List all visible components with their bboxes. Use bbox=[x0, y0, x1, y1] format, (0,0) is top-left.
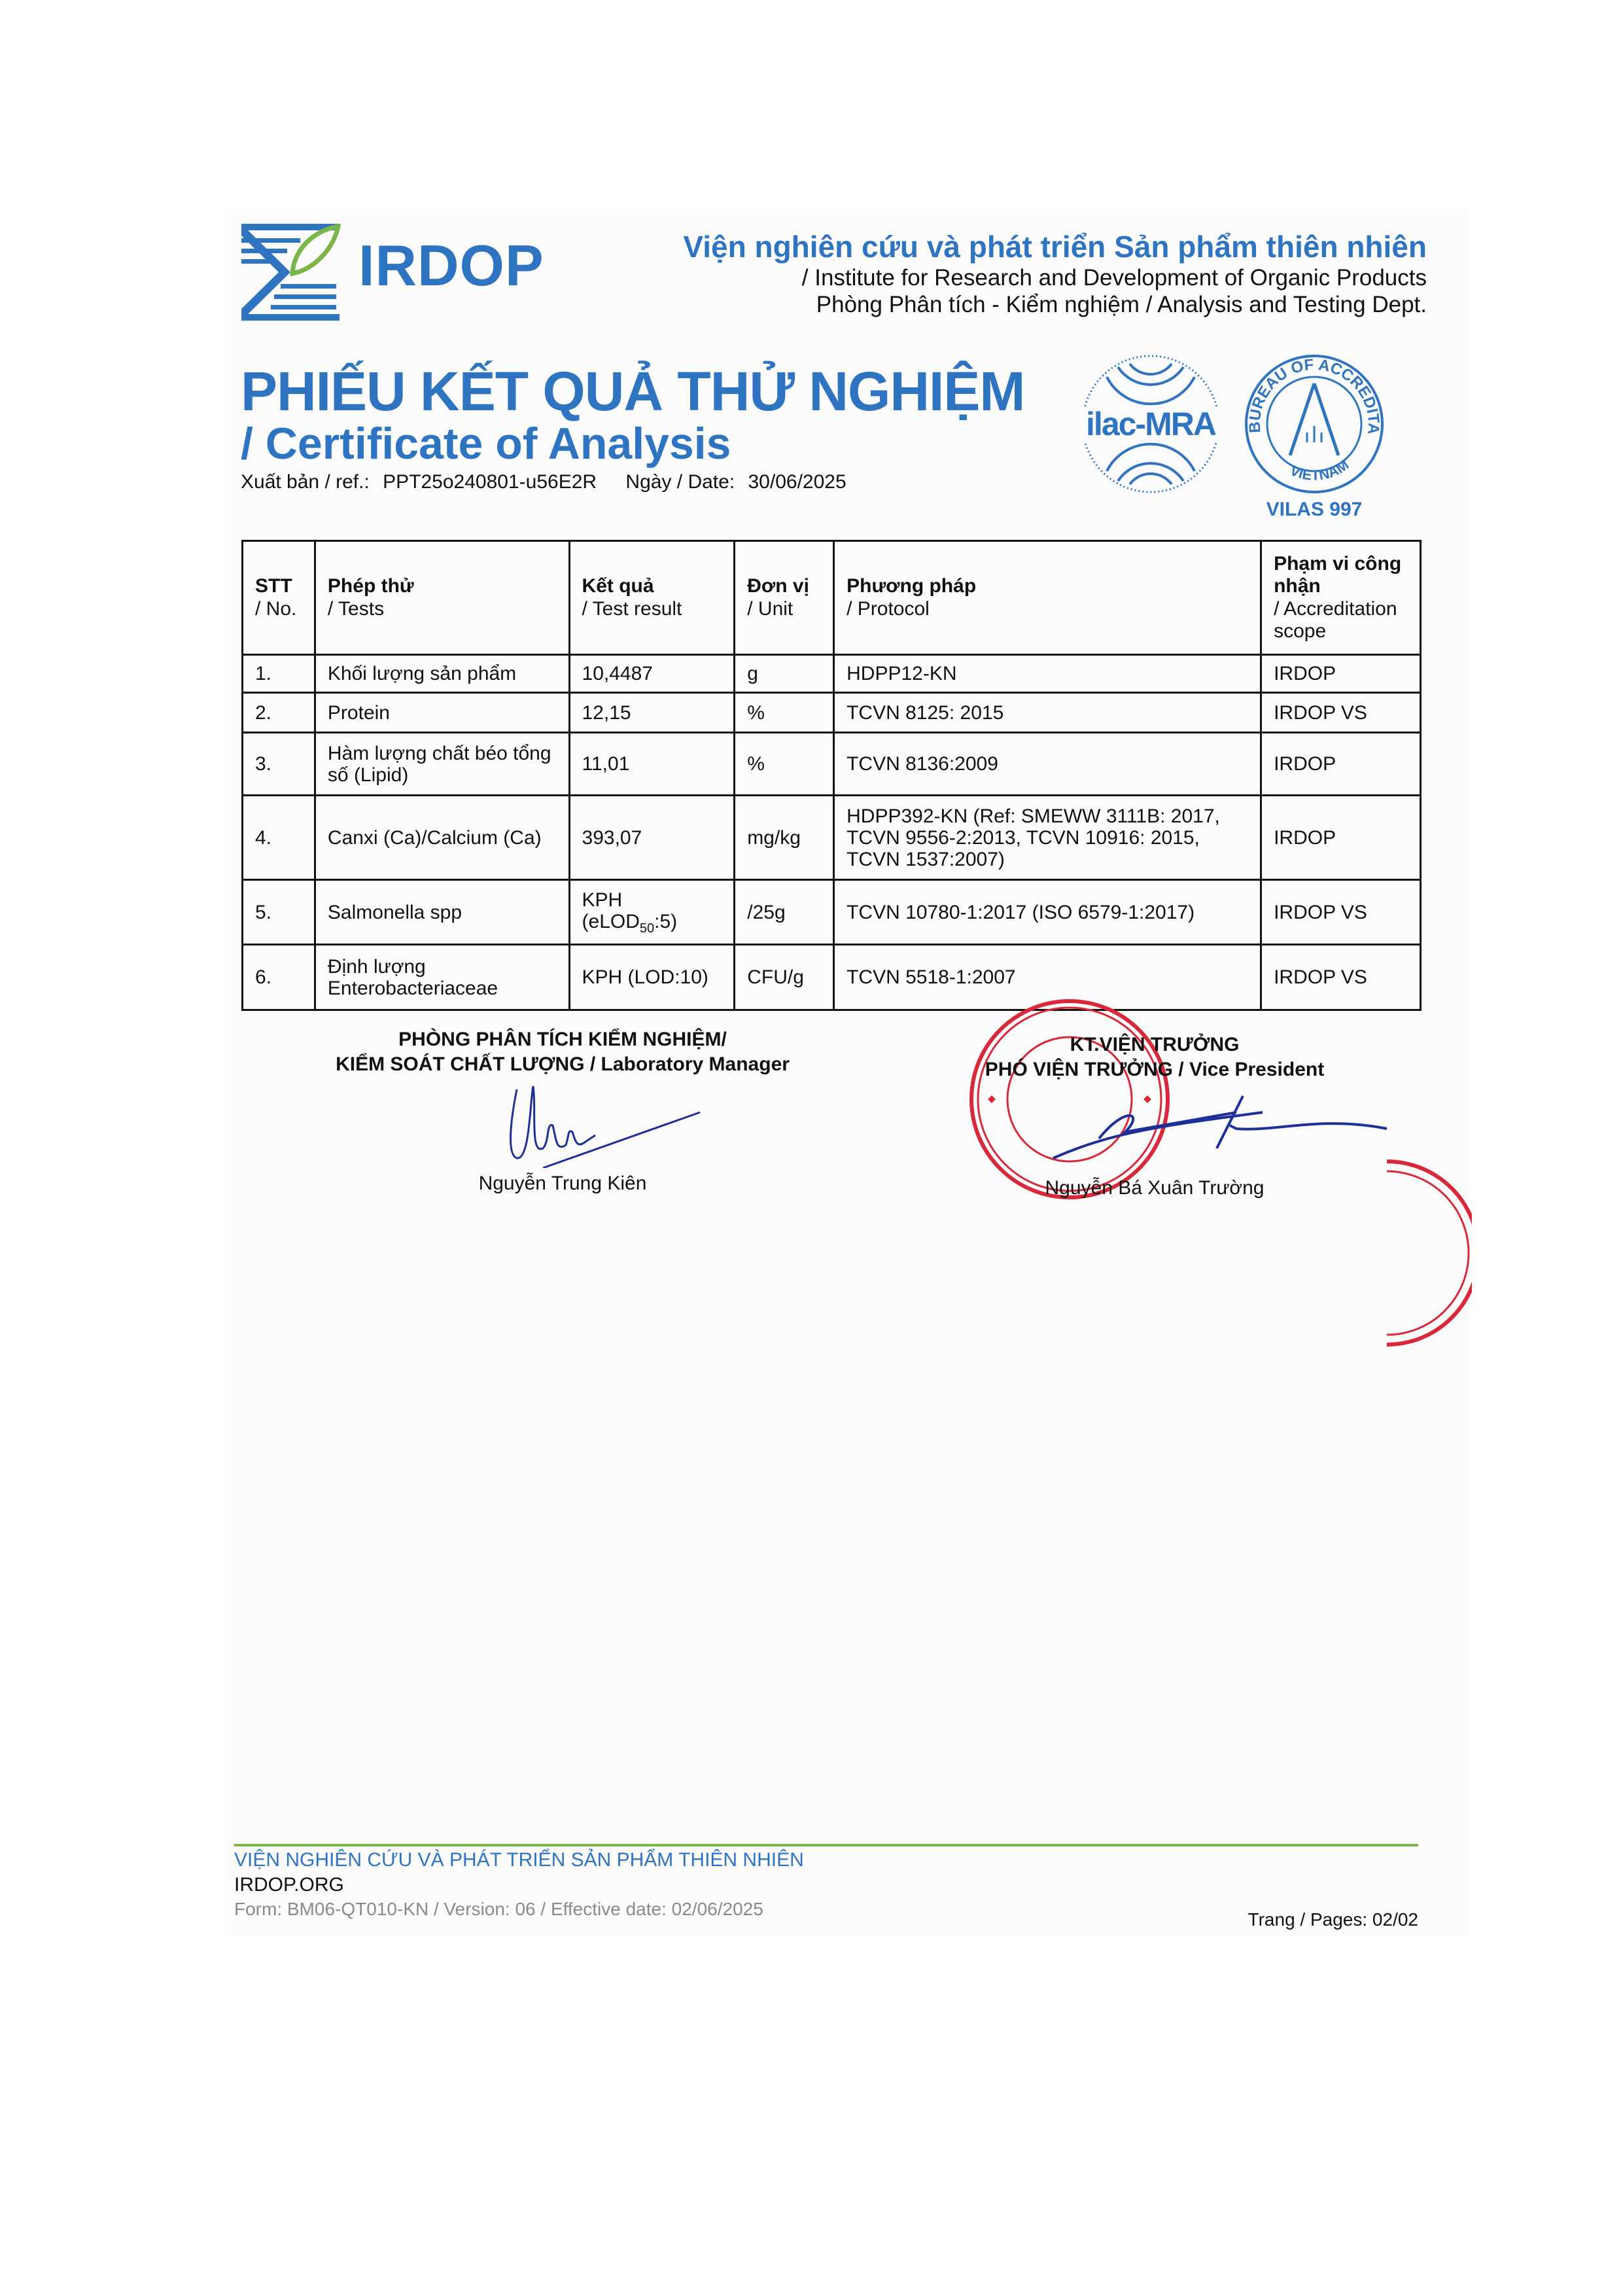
page-subtitle: / Certificate of Analysis bbox=[241, 419, 731, 468]
results-table bbox=[241, 540, 1422, 1011]
cell-result: 393,07 bbox=[569, 796, 735, 880]
cell-protocol: TCVN 8136:2009 bbox=[834, 733, 1261, 796]
date-value: 30/06/2025 bbox=[748, 471, 846, 493]
institute-name-en: / Institute for Research and Development of Organic Products bbox=[801, 265, 1427, 291]
cell-no: 1. bbox=[243, 655, 315, 693]
cell-test: Hàm lượng chất béo tổng số (Lipid) bbox=[315, 733, 569, 796]
header-result: Kết quả / Test result bbox=[569, 541, 735, 655]
header-scope: Phạm vi công nhận / Accreditation scope bbox=[1261, 541, 1421, 655]
cell-scope: IRDOP bbox=[1261, 655, 1421, 693]
cell-scope: IRDOP bbox=[1261, 796, 1421, 880]
cell-test: Khối lượng sản phẩm bbox=[315, 655, 569, 693]
irdop-logo-icon bbox=[241, 224, 341, 321]
cell-scope: IRDOP bbox=[1261, 733, 1421, 796]
vice-president-name: Nguyễn Bá Xuân Trường bbox=[1045, 1177, 1265, 1199]
cell-scope: IRDOP VS bbox=[1261, 693, 1421, 733]
header-no: STT / No. bbox=[243, 541, 315, 655]
table-row bbox=[243, 693, 1421, 733]
cell-protocol: TCVN 8125: 2015 bbox=[834, 693, 1261, 733]
lab-manager-name: Nguyễn Trung Kiên bbox=[478, 1173, 647, 1194]
cell-protocol: TCVN 5518-1:2007 bbox=[834, 945, 1261, 1010]
page-title: PHIẾU KẾT QUẢ THỬ NGHIỆM bbox=[241, 361, 1025, 422]
cell-unit: mg/kg bbox=[735, 796, 834, 880]
cell-unit: CFU/g bbox=[735, 945, 834, 1010]
ilac-label: ilac-MRA bbox=[1081, 406, 1221, 442]
boa-ring-text: BUREAU OF ACCREDITA bbox=[1246, 355, 1383, 434]
cell-result: KPH (eLOD$_{50}$:5) bbox=[569, 880, 735, 945]
cell-unit: % bbox=[735, 693, 834, 733]
accreditation-seal-icon bbox=[1244, 354, 1384, 494]
reference-line bbox=[241, 471, 854, 493]
table-row bbox=[243, 945, 1421, 1010]
vice-president-title-2: PHÓ VIỆN TRƯỞNG / Vice President bbox=[985, 1058, 1325, 1080]
department-name: Phòng Phân tích - Kiểm nghiệm / Analysis and Testing Dept. bbox=[816, 292, 1427, 317]
vilas-label: VILAS 997 bbox=[1266, 499, 1363, 520]
footer-form: Form: BM06-QT010-KN / Version: 06 / Effective date: 02/06/2025 bbox=[234, 1899, 763, 1919]
boa-badge bbox=[1244, 354, 1384, 494]
cell-result: KPH (LOD:10) bbox=[569, 945, 735, 1010]
cell-test: Salmonella spp bbox=[315, 880, 569, 945]
cell-unit: % bbox=[735, 733, 834, 796]
header-tests: Phép thử / Tests bbox=[315, 541, 569, 655]
lab-manager-block bbox=[301, 1027, 824, 1076]
header-unit: Đơn vị / Unit bbox=[735, 541, 834, 655]
date-label: Ngày / Date: bbox=[625, 471, 735, 493]
cell-scope: IRDOP VS bbox=[1261, 880, 1421, 945]
cell-no: 3. bbox=[243, 733, 315, 796]
ref-value: PPT25o240801-u56E2R bbox=[383, 471, 597, 493]
cell-protocol: HDPP12-KN bbox=[834, 655, 1261, 693]
lab-manager-title-1: PHÒNG PHÂN TÍCH KIỂM NGHIỆM/ bbox=[398, 1029, 727, 1050]
cell-protocol: HDPP392-KN (Ref: SMEWW 3111B: 2017, TCVN 9556-2:2013, TCVN 10916: 2015, TCVN 1537:2007) bbox=[834, 796, 1261, 880]
boa-country-text: VIETNAM bbox=[1287, 456, 1352, 484]
cell-test: Canxi (Ca)/Calcium (Ca) bbox=[315, 796, 569, 880]
svg-text:VIETNAM bbox=[1287, 456, 1352, 483]
cell-result: 11,01 bbox=[569, 733, 735, 796]
ref-label: Xuất bản / ref.: bbox=[241, 471, 370, 493]
table-header-row bbox=[243, 541, 1421, 655]
cell-result: 12,15 bbox=[569, 693, 735, 733]
footer-divider bbox=[234, 1844, 1418, 1846]
footer-org: VIỆN NGHIÊN CỨU VÀ PHÁT TRIỂN SẢN PHẨM THIÊN NHIÊN bbox=[234, 1849, 804, 1871]
cell-no: 6. bbox=[243, 945, 315, 1010]
vice-president-signature-icon bbox=[1047, 1093, 1400, 1165]
institute-name-vn: Viện nghiên cứu và phát triển Sản phẩm thiên nhiên bbox=[683, 230, 1427, 264]
table-row bbox=[243, 796, 1421, 880]
vice-president-title-1: KT.VIỆN TRƯỞNG bbox=[1070, 1034, 1240, 1055]
cell-no: 2. bbox=[243, 693, 315, 733]
cell-scope: IRDOP VS bbox=[1261, 945, 1421, 1010]
footer-site[interactable]: IRDOP.ORG bbox=[234, 1874, 344, 1896]
page-number: Trang / Pages: 02/02 bbox=[1248, 1909, 1418, 1930]
cell-unit: /25g bbox=[735, 880, 834, 945]
table-row bbox=[243, 880, 1421, 945]
vice-president-block bbox=[893, 1033, 1416, 1082]
lab-manager-title-2: KIỂM SOÁT CHẤT LƯỢNG / Laboratory Manager bbox=[336, 1053, 790, 1075]
cell-test: Định lượng Enterobacteriaceae bbox=[315, 945, 569, 1010]
header-protocol: Phương pháp / Protocol bbox=[834, 541, 1261, 655]
cell-result: 10,4487 bbox=[569, 655, 735, 693]
cell-no: 5. bbox=[243, 880, 315, 945]
table-row bbox=[243, 655, 1421, 693]
cell-unit: g bbox=[735, 655, 834, 693]
ilac-mra-badge bbox=[1081, 354, 1221, 494]
logo-text: IRDOP bbox=[358, 233, 544, 298]
cell-no: 4. bbox=[243, 796, 315, 880]
cell-test: Protein bbox=[315, 693, 569, 733]
table-row bbox=[243, 733, 1421, 796]
cell-protocol: TCVN 10780-1:2017 (ISO 6579-1:2017) bbox=[834, 880, 1261, 945]
lab-manager-signature-icon bbox=[504, 1083, 713, 1168]
